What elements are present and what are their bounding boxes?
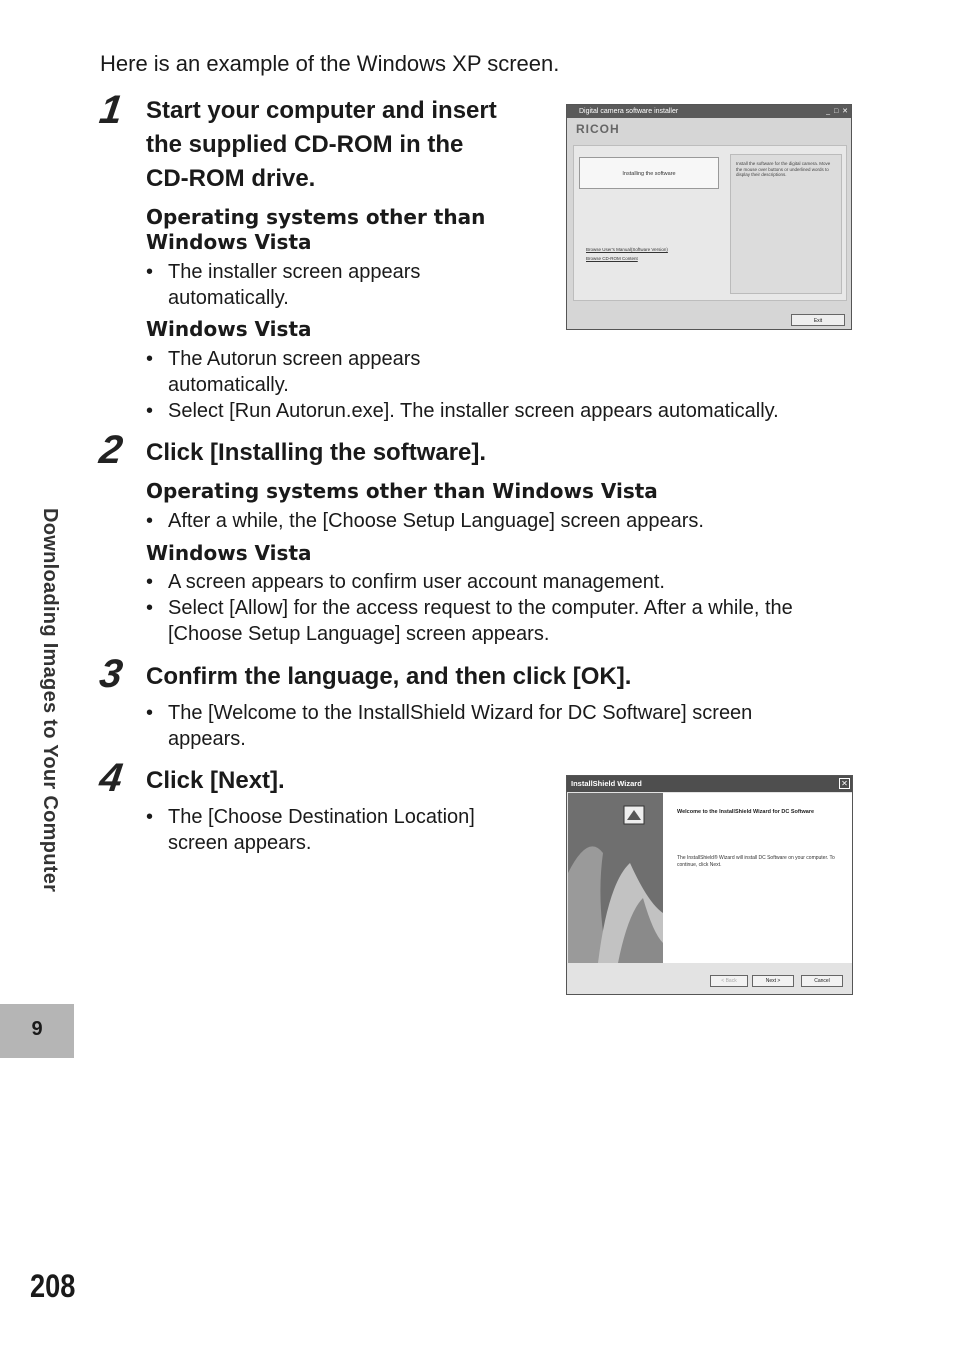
chapter-title: Downloading Images to Your Computer (39, 508, 61, 893)
step-2-subheading-vista: Windows Vista (146, 541, 312, 565)
bullet-line: • Select [Run Autorun.exe]. The installer screen appears automatically. (168, 400, 779, 422)
installshield-screenshot (566, 775, 853, 995)
wizard-content (663, 793, 852, 963)
chapter-tab (0, 1004, 74, 1058)
bullet-line: • A screen appears to confirm user account management. (168, 571, 665, 593)
step-1-subheading-other-os (146, 205, 485, 255)
browse-cdrom-link: Browse CD-ROM Content (586, 256, 638, 261)
back-button: < Back (710, 975, 748, 987)
bullet-line: • Select [Allow] for the access request to the computer. After a while, the (168, 597, 793, 619)
bullet-line: • The [Welcome to the InstallShield Wizard for DC Software] screen (168, 702, 753, 724)
step-1-heading-line: the supplied CD-ROM in the (146, 131, 464, 158)
bullet-line: automatically. (168, 287, 289, 309)
step-2-bullet (146, 569, 665, 595)
cancel-button: Cancel (801, 975, 843, 987)
step-1-number: 1 (96, 88, 126, 132)
chapter-number: 9 (31, 1018, 43, 1040)
step-1-bullet (146, 259, 420, 311)
bullet-line: • After a while, the [Choose Setup Language] screen appears. (168, 510, 704, 532)
step-2-subheading-other-os: Operating systems other than Windows Vista (146, 479, 658, 503)
step-1-heading-line: CD-ROM drive. (146, 165, 316, 192)
step-2-bullet (146, 595, 793, 647)
bullet-line: • The installer screen appears (168, 261, 421, 283)
chapter-side-label (38, 508, 78, 992)
ricoh-logo: RICOH (576, 122, 620, 136)
next-button: Next > (752, 975, 794, 987)
step-1-subheading-vista: Windows Vista (146, 317, 312, 341)
step-2-bullet (146, 508, 704, 534)
step-4-number: 4 (96, 756, 126, 800)
wizard-banner (568, 793, 663, 963)
installer-icon (623, 805, 645, 825)
bullet-line: [Choose Setup Language] screen appears. (168, 623, 550, 645)
step-1-bullet (146, 398, 779, 424)
wizard-titlebar: InstallShield Wizard (567, 776, 852, 792)
exit-button: Exit (791, 314, 845, 326)
installer-screenshot (566, 104, 852, 330)
bullet-line: automatically. (168, 374, 289, 396)
step-4-bullet (146, 804, 475, 856)
bullet-line: appears. (168, 728, 246, 750)
step-1-heading-line: Start your computer and insert (146, 97, 497, 124)
installing-software-button: Installing the software (579, 157, 719, 189)
step-2-heading: Click [Installing the software]. (146, 439, 487, 466)
wizard-heading: Welcome to the InstallShield Wizard for DC Software (677, 809, 815, 815)
step-3-number: 3 (96, 652, 126, 696)
intro-text: Here is an example of the Windows XP screen. (100, 51, 560, 76)
wizard-body: The InstallShield® Wizard will install DC Software on your computer. To continue, click Next. (677, 855, 835, 868)
step-1-bullet (146, 346, 420, 398)
step-3-bullet (146, 700, 752, 752)
step-2-number: 2 (96, 428, 126, 472)
installer-description: Install the software for the digital camera. Move the mouse over buttons or underlined words to display their descriptions. (730, 154, 842, 294)
page-number: 208 (30, 1268, 76, 1304)
subheading-line: Operating systems other than (146, 205, 486, 229)
window-buttons-icon: _ □ ✕ (826, 108, 849, 115)
bullet-line: • The Autorun screen appears (168, 348, 421, 370)
close-icon: ✕ (839, 778, 850, 789)
step-3-heading: Confirm the language, and then click [OK]. (146, 663, 632, 690)
browse-manual-link: Browse User's Manual(Software Version) (586, 247, 668, 252)
subheading-line: Windows Vista (146, 230, 312, 254)
bullet-line: • The [Choose Destination Location] (168, 806, 475, 828)
step-1-heading (146, 94, 497, 196)
installer-panel (573, 145, 847, 301)
installer-titlebar: Digital camera software installer (567, 105, 851, 118)
wizard-banner-graphic (568, 793, 663, 963)
step-4-heading: Click [Next]. (146, 767, 285, 794)
bullet-line: screen appears. (168, 832, 312, 854)
